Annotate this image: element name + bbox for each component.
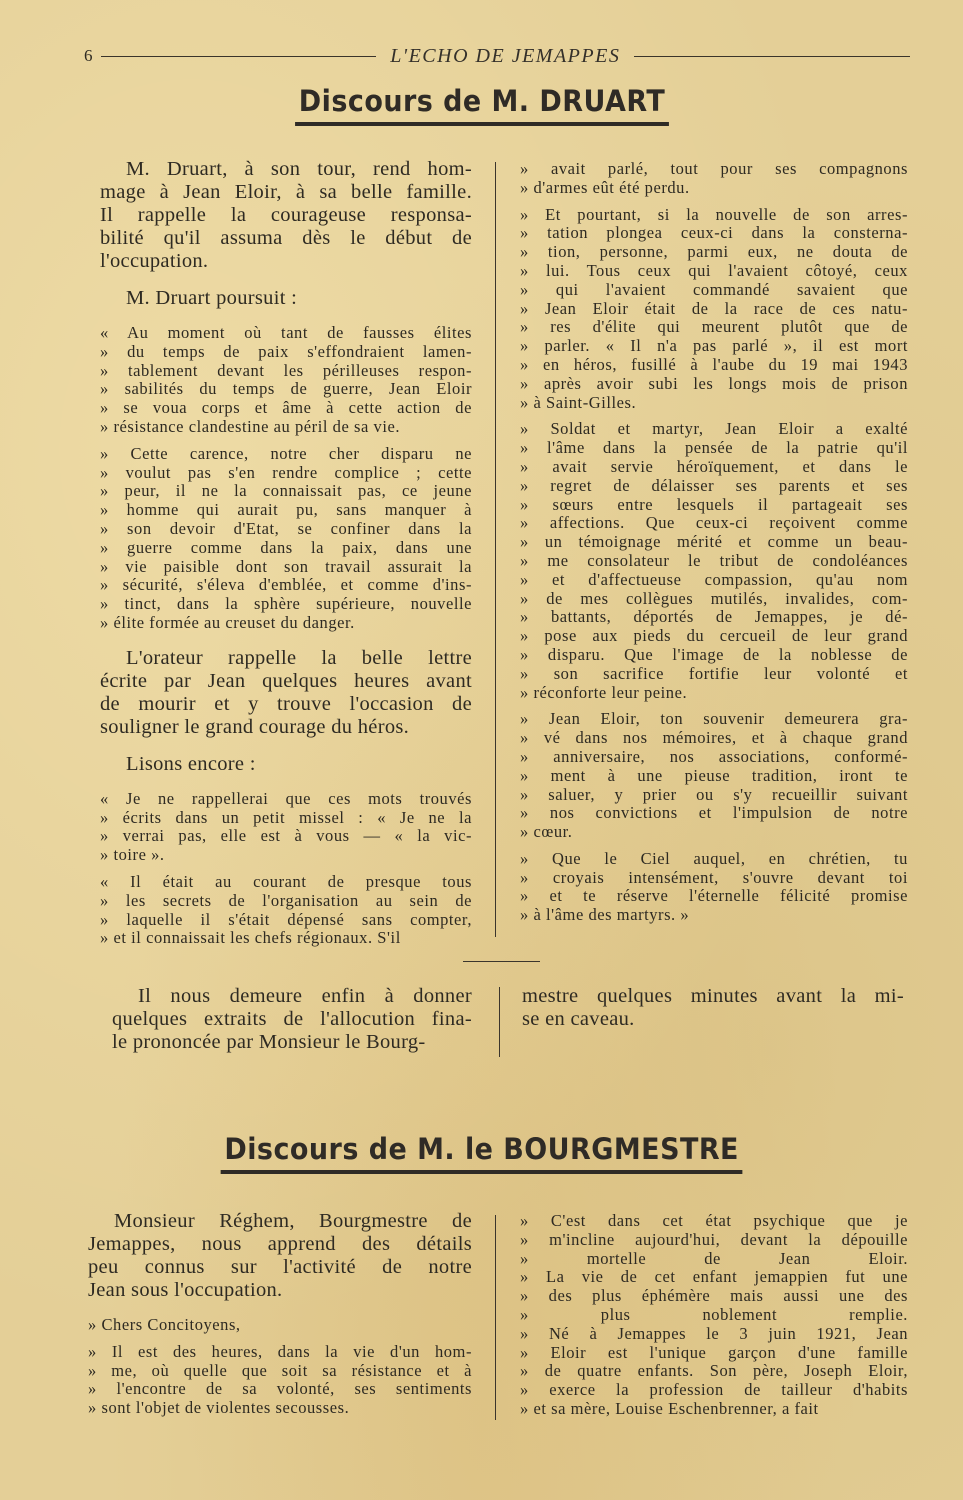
text-line: » Et pourtant, si la nouvelle de son arres-	[520, 205, 908, 224]
text-line: » guerre comme dans la paix, dans une	[100, 538, 472, 557]
column-divider-transition	[499, 987, 500, 1057]
text-line: quelques extraits de l'allocution fina-	[112, 1008, 472, 1030]
text-line: » avait servie héroïquement, et dans le	[520, 457, 908, 476]
transition-right	[522, 985, 904, 1031]
text-line: » Né à Jemappes le 3 juin 1921, Jean	[520, 1324, 908, 1343]
text-line: » tion, personne, parmi eux, ne douta de	[520, 243, 908, 262]
text-line: » et sa mère, Louise Eschenbrenner, a fait	[520, 1399, 819, 1418]
text-line: » me consolateur le tribut de condoléances	[520, 551, 908, 570]
text-line: » disparu. Que l'image de la noblesse de	[520, 645, 908, 664]
text-line: » saluer, y prier ou s'y recueillir suivant	[520, 785, 908, 804]
header-rule-left	[101, 56, 377, 57]
text-line: Il rappelle la courageuse responsa-	[100, 204, 472, 226]
text-line: » un témoignage mérité et comme un beau-	[520, 533, 908, 552]
text-line: » l'encontre de sa volonté, ses sentiments	[88, 1380, 472, 1399]
text-line: » cœur.	[520, 823, 573, 842]
text-line: M. Druart, à son tour, rend hom-	[126, 158, 472, 180]
headline-druart: Discours de M. DRUART	[295, 84, 669, 126]
text-line: Lisons encore :	[126, 752, 256, 775]
text-line: » les secrets de l'organisation au sein de	[100, 891, 472, 910]
text-line: » sont l'objet de violentes secousses.	[88, 1399, 350, 1418]
text-line: » sœurs entre lesquels il partageait ses	[520, 495, 908, 514]
text-line: » plus noblement remplie.	[520, 1305, 908, 1324]
text-line: » Que le Ciel auquel, en chrétien, tu	[520, 849, 908, 868]
text-line: Monsieur Réghem, Bourgmestre de	[114, 1210, 472, 1232]
text-line: » nos convictions et l'impulsion de notre	[520, 804, 908, 823]
text-line: » ment à une pieuse tradition, iront te	[520, 766, 908, 785]
text-line: le prononcée par Monsieur le Bourg-	[112, 1031, 426, 1053]
page-number: 6	[84, 46, 93, 65]
text-line: » me, où quelle que soit sa résistance et à	[88, 1361, 472, 1380]
text-line: mestre quelques minutes avant la mi-	[522, 985, 904, 1007]
publication-title: L'ECHO DE JEMAPPES	[390, 44, 621, 67]
text-line: » résistance clandestine au péril de sa vie.	[100, 417, 401, 436]
text-line: Il nous demeure enfin à donner	[138, 985, 472, 1007]
paragraph	[100, 287, 472, 310]
text-line: » mortelle de Jean Eloir.	[520, 1249, 908, 1268]
text-line: » tation plongea ceux-ci dans la consterna-	[520, 224, 908, 243]
text-line: » laquelle il s'était dépensé sans compter,	[100, 910, 472, 929]
paragraph	[520, 206, 908, 413]
bourgmestre-right-column	[520, 1212, 908, 1419]
text-line: » m'incline aujourd'hui, devant la dépouille	[520, 1230, 908, 1249]
text-line: » d'armes eût été perdu.	[520, 178, 690, 197]
paragraph	[100, 753, 472, 776]
text-line: » avait parlé, tout pour ses compagnons	[520, 160, 908, 178]
text-line: l'occupation.	[100, 250, 209, 272]
text-line: » Cette carence, notre cher disparu ne	[100, 444, 472, 463]
text-line: « Il était au courant de presque tous	[100, 872, 472, 891]
text-line: » et d'affectueuse compassion, qu'au nom	[520, 570, 908, 589]
text-line: » exerce la profession de tailleur d'habits	[520, 1381, 908, 1400]
paragraph	[520, 160, 908, 198]
text-line: Jean sous l'occupation.	[88, 1279, 283, 1301]
text-line: Jemappes, nous apprend des détails	[88, 1233, 472, 1255]
text-line: » écrits dans un petit missel : « Je ne la	[100, 808, 472, 827]
text-line: » se voua corps et âme à cette action de	[100, 399, 472, 418]
text-line: » et il connaissait les chefs régionaux. S'il	[100, 929, 401, 948]
paragraph	[520, 850, 908, 925]
paragraph	[100, 445, 472, 633]
text-line: souligner le grand courage du héros.	[100, 715, 410, 738]
text-line: » tablement devant les périlleuses respon-	[100, 361, 472, 380]
running-head	[84, 44, 910, 68]
text-line: L'orateur rappelle la belle lettre	[126, 646, 472, 669]
text-line: » de quatre enfants. Son père, Joseph Eloir,	[520, 1362, 908, 1381]
text-line: » pose aux pieds du cercueil de leur grand	[520, 627, 908, 646]
text-line: » Chers Concitoyens,	[88, 1316, 241, 1334]
text-line: » à Saint-Gilles.	[520, 393, 637, 412]
paragraph	[88, 1316, 472, 1335]
text-line: » Jean Eloir, ton souvenir demeurera gra-	[520, 710, 908, 729]
text-line: « Au moment où tant de fausses élites	[100, 324, 472, 342]
text-line: » élite formée au creuset du danger.	[100, 613, 355, 632]
bourgmestre-left-column	[88, 1210, 472, 1418]
text-line: » affections. Que ceux-ci reçoivent comme	[520, 514, 908, 533]
text-line: » réconforte leur peine.	[520, 683, 688, 702]
text-line: » à l'âme des martyrs. »	[520, 906, 690, 925]
text-line: » tinct, dans la sphère supérieure, nouvelle	[100, 595, 472, 614]
text-line: » Jean Eloir était de la race de ces natu-	[520, 299, 908, 318]
headline-druart-wrapper	[0, 84, 963, 126]
text-line: » et te réserve l'éternelle félicité promise	[520, 887, 908, 906]
text-line: » qui l'avaient commandé savaient que	[520, 280, 908, 299]
text-line: » sécurité, s'éleva d'emblée, et comme d'ins-	[100, 576, 472, 595]
text-line: » verrai pas, elle est à vous — « la vic-	[100, 827, 472, 846]
text-line: » du temps de paix s'effondraient lamen-	[100, 342, 472, 361]
text-line: » de mes collègues mutilés, invalides, com-	[520, 589, 908, 608]
paragraph	[100, 324, 472, 437]
section-separator-rule	[463, 961, 540, 962]
text-line: » homme qui aurait pu, sans manquer à	[100, 501, 472, 520]
paragraph	[520, 420, 908, 702]
text-line: » C'est dans cet état psychique que je	[520, 1212, 908, 1230]
text-line: » son sacrifice fortifie leur volonté et	[520, 664, 908, 683]
paragraph	[520, 710, 908, 842]
text-line: de mourir et y trouve l'occasion de	[100, 692, 472, 715]
paragraph	[520, 1212, 908, 1419]
text-line: » croyais intensément, s'ouvre devant toi	[520, 868, 908, 887]
text-line: » son devoir d'Etat, se confiner dans la	[100, 519, 472, 538]
text-line: » sabilités du temps de guerre, Jean Eloir	[100, 380, 472, 399]
text-line: bilité qu'il assuma dès le début de	[100, 227, 472, 249]
column-divider-bourgmestre	[495, 1215, 496, 1420]
text-line: « Je ne rappellerai que ces mots trouvés	[100, 789, 472, 808]
text-line: » toire ».	[100, 846, 165, 865]
text-line: » vie paisible dont son travail assurait la	[100, 557, 472, 576]
headline-bourgmestre: Discours de M. le BOURGMESTRE	[220, 1132, 742, 1174]
paragraph	[100, 647, 472, 739]
paragraph	[88, 1343, 472, 1418]
text-line: » Eloir est l'unique garçon d'une famille	[520, 1343, 908, 1362]
druart-right-column	[520, 160, 908, 925]
druart-left-column	[100, 158, 472, 948]
text-line: » lui. Tous ceux qui l'avaient côtoyé, ceux	[520, 261, 908, 280]
paragraph	[100, 790, 472, 865]
text-line: » res d'élite qui meurent plutôt que de	[520, 318, 908, 337]
text-line: » parler. « Il n'a pas parlé », il est mort	[520, 337, 908, 356]
text-line: écrite par Jean quelques heures avant	[100, 669, 472, 692]
text-line: M. Druart poursuit :	[126, 287, 298, 309]
text-line: » La vie de cet enfant jemappien fut une	[520, 1268, 908, 1287]
text-line: » regret de délaisser ses parents et ses	[520, 476, 908, 495]
text-line: » vé dans nos mémoires, et à chaque grand	[520, 729, 908, 748]
transition-left	[112, 985, 472, 1054]
paragraph	[100, 873, 472, 948]
text-line: » l'âme dans la pensée de la patrie qu'il	[520, 439, 908, 458]
text-line: se en caveau.	[522, 1008, 635, 1030]
text-line: » en héros, fusillé à l'aube du 19 mai 1943	[520, 355, 908, 374]
text-line: » Il est des heures, dans la vie d'un hom-	[88, 1342, 472, 1361]
headline-bourgmestre-wrapper	[0, 1132, 963, 1174]
paragraph	[88, 1210, 472, 1302]
text-line: » des plus éphémère mais aussi une des	[520, 1287, 908, 1306]
column-divider-druart	[495, 162, 496, 937]
text-line: » anniversaire, nos associations, conformé-	[520, 747, 908, 766]
text-line: » peur, il ne la connaissait pas, ce jeune	[100, 482, 472, 501]
text-line: » après avoir subi les longs mois de prison	[520, 374, 908, 393]
text-line: peu connus sur l'activité de notre	[88, 1256, 472, 1278]
text-line: mage à Jean Eloir, à sa belle famille.	[100, 181, 472, 203]
paragraph	[100, 158, 472, 273]
text-line: » Soldat et martyr, Jean Eloir a exalté	[520, 420, 908, 439]
header-rule-right	[634, 56, 910, 57]
text-line: » voulut pas s'en rendre complice ; cette	[100, 463, 472, 482]
text-line: » battants, déportés de Jemappes, je dé-	[520, 608, 908, 627]
